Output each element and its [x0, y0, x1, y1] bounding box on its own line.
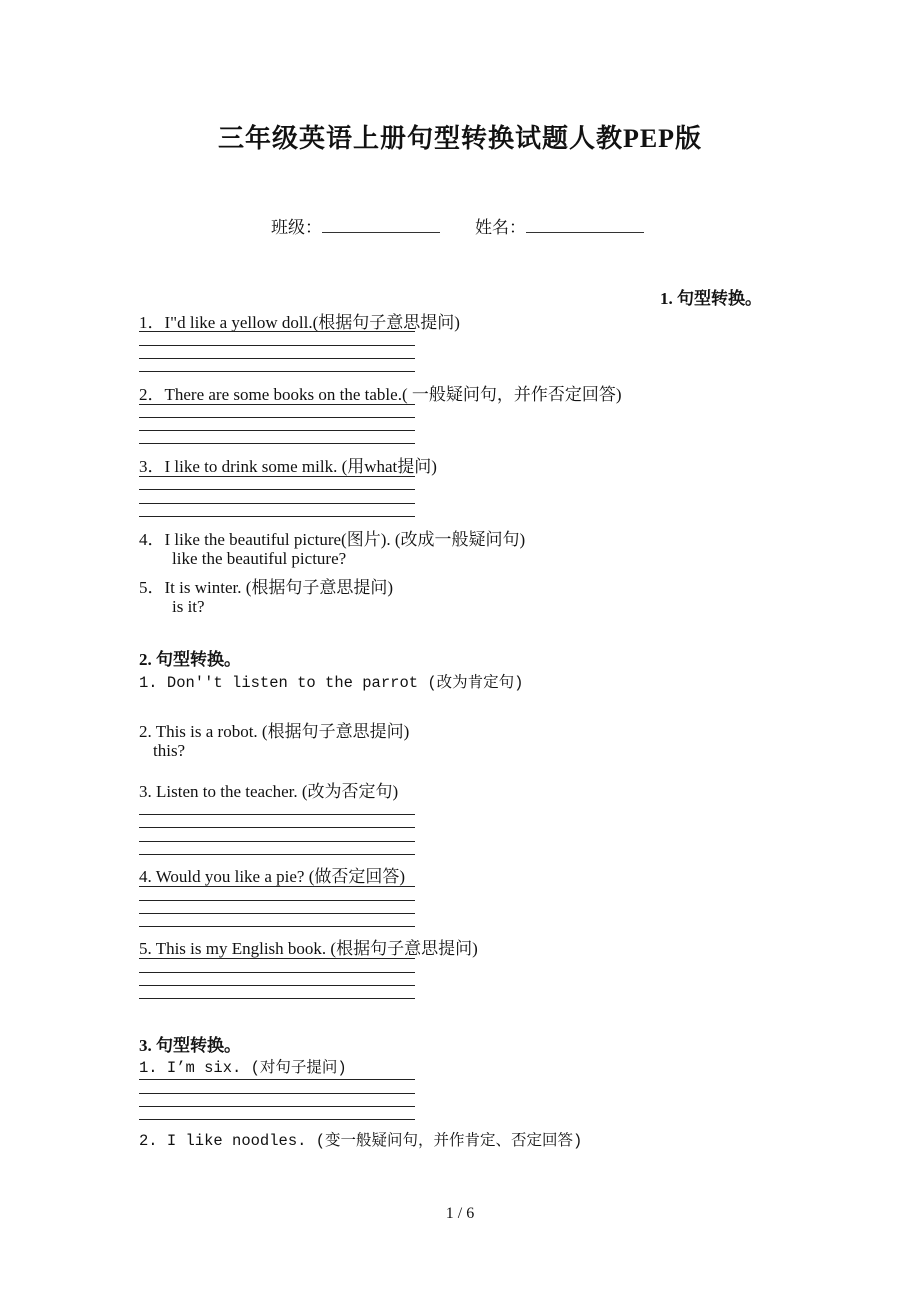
s2-question-4: 4. Would you like a pie? (做否定回答): [139, 867, 406, 886]
name-label: 姓名：: [475, 218, 526, 237]
s1-answer-4: like the beautiful picture?: [172, 549, 347, 568]
s1-question-1: 1．I"d like a yellow doll.(根据句子意思提问): [139, 313, 460, 332]
answer-line[interactable]: [139, 1119, 415, 1120]
answer-line[interactable]: [139, 998, 415, 999]
s2-answer-2: this?: [153, 741, 186, 760]
answer-line[interactable]: [139, 958, 415, 959]
s1-question-4: 4．I like the beautiful picture(图片). (改成一般疑问句): [139, 530, 526, 549]
s1-answer-5: is it?: [172, 597, 205, 616]
page-number: 1 / 6: [445, 1205, 475, 1222]
answer-line[interactable]: [139, 358, 415, 359]
answer-line[interactable]: [139, 972, 415, 973]
answer-line[interactable]: [139, 841, 415, 842]
answer-line[interactable]: [139, 489, 415, 490]
s1-question-3: 3．I like to drink some milk. (用what提问): [139, 457, 437, 476]
answer-line[interactable]: [139, 371, 415, 372]
answer-line[interactable]: [139, 913, 415, 914]
s2-question-2: 2. This is a robot. (根据句子意思提问): [139, 722, 410, 741]
s2-question-1: 1. Don''t listen to the parrot (改为肯定句): [139, 674, 524, 692]
answer-line[interactable]: [139, 1106, 415, 1107]
page-title: 三年级英语上册句型转换试题人教PEP版: [217, 124, 703, 153]
answer-line[interactable]: [139, 331, 415, 332]
s2-question-3: 3. Listen to the teacher. (改为否定句): [139, 782, 399, 801]
section-1-heading: 1. 句型转换。: [660, 289, 762, 308]
s1-question-5: 5．It is winter. (根据句子意思提问): [139, 578, 394, 597]
class-label: 班级：: [271, 218, 322, 237]
section-3-heading: 3. 句型转换。: [139, 1036, 241, 1055]
answer-line[interactable]: [139, 417, 415, 418]
answer-line[interactable]: [139, 430, 415, 431]
answer-line[interactable]: [139, 503, 415, 504]
answer-line[interactable]: [139, 443, 415, 444]
answer-line[interactable]: [139, 886, 415, 887]
answer-line[interactable]: [139, 926, 415, 927]
answer-line[interactable]: [139, 516, 415, 517]
answer-line[interactable]: [139, 985, 415, 986]
answer-line[interactable]: [139, 1093, 415, 1094]
name-blank[interactable]: [526, 220, 644, 233]
answer-line[interactable]: [139, 900, 415, 901]
section-2-heading: 2. 句型转换。: [139, 650, 241, 669]
s3-question-2: 2. I like noodles. (变一般疑问句，并作肯定、否定回答): [139, 1132, 583, 1150]
class-blank[interactable]: [322, 220, 440, 233]
answer-line[interactable]: [139, 345, 415, 346]
s2-question-5: 5. This is my English book. (根据句子意思提问): [139, 939, 478, 958]
answer-line[interactable]: [139, 1079, 415, 1080]
name-field: [475, 213, 644, 238]
s1-question-2: 2．There are some books on the table.( 一般疑问句，并作否定回答): [139, 385, 622, 404]
answer-line[interactable]: [139, 476, 415, 477]
answer-line[interactable]: [139, 814, 415, 815]
s3-question-1: 1. I’m six. (对句子提问): [139, 1059, 347, 1077]
answer-line[interactable]: [139, 827, 415, 828]
class-field: [271, 213, 440, 238]
answer-line[interactable]: [139, 404, 415, 405]
answer-line[interactable]: [139, 854, 415, 855]
